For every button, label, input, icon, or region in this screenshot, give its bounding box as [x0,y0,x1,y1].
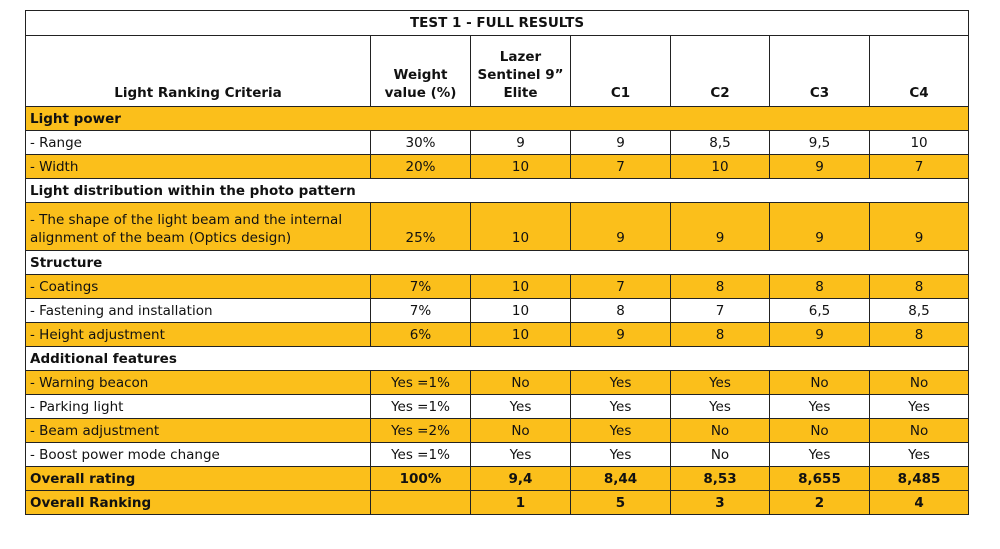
cell-product: 10 [471,203,571,251]
cell-c2: No [671,419,770,443]
cell-criteria: - Height adjustment [26,323,371,347]
results-table [25,10,969,515]
cell-weight: Yes =1% [371,443,471,467]
cell-criteria: - Beam adjustment [26,419,371,443]
cell-c4: 9 [870,203,969,251]
total-cell-weight: 100% [371,467,471,491]
cell-c2: 7 [671,299,770,323]
table-row [26,371,969,395]
cell-c1: 9 [571,203,671,251]
cell-criteria: - Warning beacon [26,371,371,395]
table-row [26,275,969,299]
cell-weight: 6% [371,323,471,347]
table-row [26,419,969,443]
cell-weight: Yes =2% [371,419,471,443]
cell-c1: Yes [571,371,671,395]
cell-c1: 9 [571,323,671,347]
cell-criteria: - Fastening and installation [26,299,371,323]
cell-weight: Yes =1% [371,371,471,395]
cell-product: 10 [471,155,571,179]
cell-c4: No [870,419,969,443]
total-cell-product: 1 [471,491,571,515]
cell-weight: 30% [371,131,471,155]
cell-product: No [471,371,571,395]
cell-c2: Yes [671,371,770,395]
table-row [26,443,969,467]
cell-weight: 7% [371,299,471,323]
cell-c3: No [770,371,870,395]
section-row [26,179,969,203]
cell-criteria: - Coatings [26,275,371,299]
header-c3: C3 [770,36,870,107]
cell-c2: 8 [671,323,770,347]
cell-c1: Yes [571,443,671,467]
cell-c3: 6,5 [770,299,870,323]
total-cell-c3: 2 [770,491,870,515]
cell-c3: 8 [770,275,870,299]
cell-product: 10 [471,323,571,347]
cell-c3: 9 [770,203,870,251]
cell-c2: Yes [671,395,770,419]
cell-c4: Yes [870,395,969,419]
cell-c3: No [770,419,870,443]
table-row [26,299,969,323]
cell-c1: Yes [571,395,671,419]
cell-c4: 8 [870,275,969,299]
cell-criteria: - The shape of the light beam and the internal alignment of the beam (Optics design) [26,203,371,251]
cell-product: Yes [471,443,571,467]
cell-criteria: - Parking light [26,395,371,419]
cell-c4: 7 [870,155,969,179]
totals-row [26,467,969,491]
cell-c4: Yes [870,443,969,467]
total-cell-c1: 5 [571,491,671,515]
cell-c4: No [870,371,969,395]
cell-criteria: - Boost power mode change [26,443,371,467]
section-row [26,347,969,371]
cell-weight: 7% [371,275,471,299]
section-label: Light power [26,107,969,131]
cell-c2: 8,5 [671,131,770,155]
section-row [26,251,969,275]
table-row [26,203,969,251]
cell-product: No [471,419,571,443]
table-body [26,107,969,515]
total-cell-criteria: Overall Ranking [26,491,371,515]
total-cell-product: 9,4 [471,467,571,491]
section-label: Additional features [26,347,969,371]
cell-weight: 25% [371,203,471,251]
cell-product: Yes [471,395,571,419]
table-title: TEST 1 - FULL RESULTS [26,11,969,36]
cell-c4: 10 [870,131,969,155]
cell-product: 10 [471,275,571,299]
cell-c2: No [671,443,770,467]
header-c4: C4 [870,36,969,107]
cell-c1: 7 [571,155,671,179]
total-cell-criteria: Overall rating [26,467,371,491]
header-c1: C1 [571,36,671,107]
cell-weight: Yes =1% [371,395,471,419]
table-row [26,323,969,347]
section-label: Light distribution within the photo pattern [26,179,969,203]
total-cell-c3: 8,655 [770,467,870,491]
total-cell-c4: 8,485 [870,467,969,491]
cell-criteria: - Range [26,131,371,155]
cell-c1: 9 [571,131,671,155]
cell-c3: Yes [770,443,870,467]
cell-c1: 8 [571,299,671,323]
cell-c2: 9 [671,203,770,251]
header-weight: Weight value (%) [371,36,471,107]
cell-product: 10 [471,299,571,323]
header-product: Lazer Sentinel 9” Elite [471,36,571,107]
cell-c3: 9 [770,155,870,179]
table-row [26,131,969,155]
total-cell-c2: 3 [671,491,770,515]
section-row [26,107,969,131]
cell-c3: 9 [770,323,870,347]
total-cell-weight [371,491,471,515]
results-table-container [25,10,968,515]
cell-c2: 10 [671,155,770,179]
total-cell-c1: 8,44 [571,467,671,491]
cell-c4: 8 [870,323,969,347]
cell-c3: 9,5 [770,131,870,155]
cell-c2: 8 [671,275,770,299]
total-cell-c2: 8,53 [671,467,770,491]
cell-c1: 7 [571,275,671,299]
section-label: Structure [26,251,969,275]
total-cell-c4: 4 [870,491,969,515]
totals-row [26,491,969,515]
cell-product: 9 [471,131,571,155]
cell-weight: 20% [371,155,471,179]
cell-c4: 8,5 [870,299,969,323]
cell-c1: Yes [571,419,671,443]
cell-c3: Yes [770,395,870,419]
table-row [26,155,969,179]
header-c2: C2 [671,36,770,107]
table-row [26,395,969,419]
cell-criteria: - Width [26,155,371,179]
header-criteria: Light Ranking Criteria [26,36,371,107]
